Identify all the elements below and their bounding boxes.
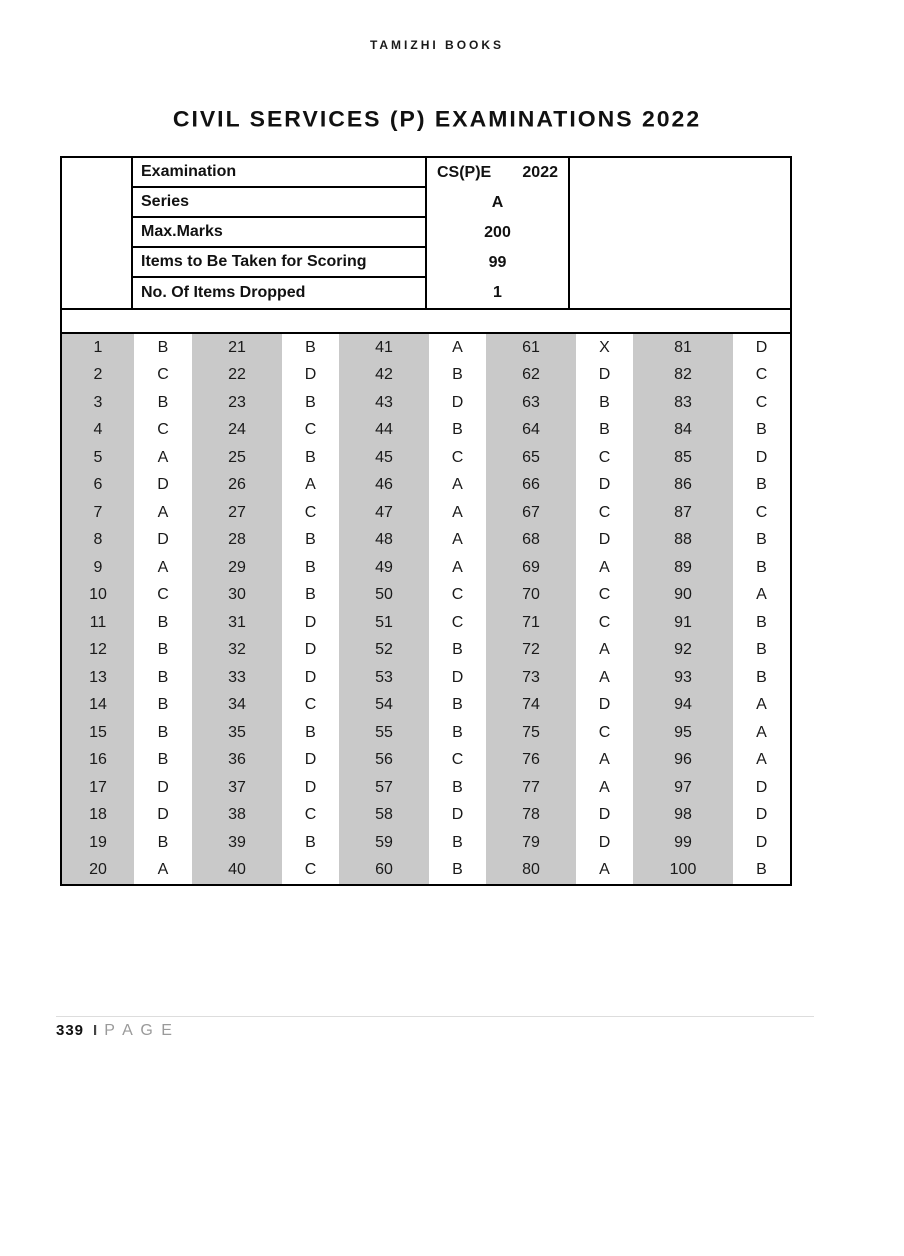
answer-number-cell-q83: 83 — [633, 389, 733, 417]
answer-number-cell-q63: 63 — [486, 389, 576, 417]
answer-grid — [62, 334, 790, 884]
answer-number-cell-q71: 71 — [486, 609, 576, 637]
answer-letter-cell-q72: A — [599, 641, 610, 659]
answer-number-cell-q15: 15 — [62, 719, 134, 747]
answer-letter-cell-q3: B — [157, 393, 169, 411]
answer-number-cell-q12: 12 — [62, 637, 134, 665]
answer-number-cell-q3: 3 — [62, 389, 134, 417]
empty-separator-row — [62, 308, 790, 334]
info-table-left-spacer-cell — [62, 158, 133, 308]
answer-number-cell-q21: 21 — [192, 334, 282, 362]
answer-letter-cell-q43: D — [451, 393, 464, 411]
answer-letter-cell-q27: C — [304, 503, 317, 521]
answer-number-cell-q64: 64 — [486, 417, 576, 445]
info-table-label-column — [133, 158, 425, 308]
answer-letter-cell-q82: C — [755, 366, 768, 384]
answer-number-cell-q35: 35 — [192, 719, 282, 747]
answer-number-cell-q60: 60 — [339, 857, 429, 885]
answer-letter-cell-q50: C — [451, 586, 464, 604]
answer-number-cell-q37: 37 — [192, 774, 282, 802]
answer-letter-cell-q32: D — [304, 641, 317, 659]
answer-number-cell-q33: 33 — [192, 664, 282, 692]
answer-letter-cell-q59: B — [452, 833, 463, 851]
answer-number-cell-q90: 90 — [633, 582, 733, 610]
answer-number-cell-q78: 78 — [486, 802, 576, 830]
answer-number-cell-q1: 1 — [62, 334, 134, 362]
answer-letter-cell-q6: D — [157, 476, 169, 494]
answer-letter-cell-q10: C — [157, 586, 169, 604]
info-label-items-scoring: Items to Be Taken for Scoring — [133, 248, 425, 278]
answer-letter-cell-q47: A — [452, 503, 463, 521]
answer-letter-cell-q5: A — [157, 448, 169, 466]
answer-number-cell-q62: 62 — [486, 362, 576, 390]
answer-number-cell-q10: 10 — [62, 582, 134, 610]
answer-letter-cell-q61: X — [599, 338, 610, 356]
answer-letter-cell-q30: B — [305, 586, 316, 604]
info-value-items-dropped: 1 — [493, 284, 502, 301]
answer-number-cell-q9: 9 — [62, 554, 134, 582]
answer-number-cell-q58: 58 — [339, 802, 429, 830]
answer-letter-cell-q89: B — [756, 558, 767, 576]
answer-letter-cell-q34: C — [304, 696, 317, 714]
answer-letter-cell-q68: D — [598, 531, 611, 549]
answer-letter-cell-q79: D — [598, 833, 611, 851]
answer-number-cell-q44: 44 — [339, 417, 429, 445]
answer-letter-cell-q20: A — [157, 861, 169, 879]
answer-letter-cell-q60: B — [452, 861, 463, 879]
answer-letter-cell-q19: B — [157, 833, 169, 851]
answer-number-cell-q49: 49 — [339, 554, 429, 582]
answer-number-cell-q30: 30 — [192, 582, 282, 610]
answer-letter-cell-q1: B — [157, 338, 169, 356]
answer-number-cell-q52: 52 — [339, 637, 429, 665]
answer-number-cell-q59: 59 — [339, 829, 429, 857]
answer-number-cell-q19: 19 — [62, 829, 134, 857]
answer-letter-cell-q58: D — [451, 806, 464, 824]
answer-number-cell-q95: 95 — [633, 719, 733, 747]
answer-letter-cell-q70: C — [598, 586, 611, 604]
info-value-series: A — [491, 194, 504, 211]
answer-number-cell-q47: 47 — [339, 499, 429, 527]
answer-letter-cell-q41: A — [452, 338, 463, 356]
answer-number-cell-q22: 22 — [192, 362, 282, 390]
answer-letter-cell-q80: A — [599, 861, 610, 879]
answer-number-cell-q54: 54 — [339, 692, 429, 720]
answer-letter-cell-q36: D — [304, 751, 317, 769]
page-number: 339 — [56, 1022, 85, 1039]
answer-letter-cell-q81: D — [755, 338, 768, 356]
answer-letter-cell-q87: C — [755, 503, 768, 521]
answer-number-cell-q28: 28 — [192, 527, 282, 555]
answer-number-cell-q48: 48 — [339, 527, 429, 555]
answer-letter-cell-q95: A — [756, 723, 767, 741]
answer-letter-cell-q35: B — [305, 723, 316, 741]
answer-number-cell-q20: 20 — [62, 857, 134, 885]
answer-letter-cell-q51: C — [451, 613, 464, 631]
answer-number-cell-q16: 16 — [62, 747, 134, 775]
answer-number-cell-q18: 18 — [62, 802, 134, 830]
answer-letter-cell-q98: D — [755, 806, 768, 824]
answer-letter-cell-q84: B — [756, 421, 767, 439]
answer-letter-cell-q22: D — [304, 366, 317, 384]
answer-number-cell-q72: 72 — [486, 637, 576, 665]
answer-number-cell-q92: 92 — [633, 637, 733, 665]
answer-number-cell-q50: 50 — [339, 582, 429, 610]
answer-number-cell-q34: 34 — [192, 692, 282, 720]
answer-letter-cell-q11: B — [157, 613, 169, 631]
answer-number-cell-q6: 6 — [62, 472, 134, 500]
answer-number-cell-q57: 57 — [339, 774, 429, 802]
brand-header: TAMIZHI BOOKS — [369, 38, 505, 52]
answer-number-cell-q42: 42 — [339, 362, 429, 390]
answer-number-cell-q82: 82 — [633, 362, 733, 390]
answer-letter-cell-q91: B — [756, 613, 767, 631]
answer-number-cell-q29: 29 — [192, 554, 282, 582]
answer-letter-cell-q29: B — [305, 558, 316, 576]
answer-number-cell-q7: 7 — [62, 499, 134, 527]
answer-letter-cell-q15: B — [157, 723, 169, 741]
footer-page-word: P A G E — [104, 1022, 174, 1039]
answer-number-cell-q70: 70 — [486, 582, 576, 610]
answer-letter-cell-q21: B — [305, 338, 316, 356]
answer-letter-cell-q52: B — [452, 641, 463, 659]
answer-number-cell-q66: 66 — [486, 472, 576, 500]
answer-letter-cell-q14: B — [157, 696, 169, 714]
answer-letter-cell-q39: B — [305, 833, 316, 851]
answer-letter-cell-q40: C — [304, 861, 317, 879]
answer-number-cell-q80: 80 — [486, 857, 576, 885]
answer-number-cell-q79: 79 — [486, 829, 576, 857]
answer-number-cell-q25: 25 — [192, 444, 282, 472]
answer-number-cell-q56: 56 — [339, 747, 429, 775]
info-table-value-column — [425, 158, 570, 308]
answer-letter-cell-q17: D — [157, 778, 169, 796]
answer-number-cell-q27: 27 — [192, 499, 282, 527]
answer-letter-cell-q71: C — [598, 613, 611, 631]
answer-number-cell-q46: 46 — [339, 472, 429, 500]
answer-letter-cell-q33: D — [304, 668, 317, 686]
exam-year: 2022 — [522, 164, 558, 181]
answer-letter-cell-q54: B — [452, 696, 463, 714]
answer-letter-cell-q75: C — [598, 723, 611, 741]
answer-letter-cell-q49: A — [452, 558, 463, 576]
answer-letter-cell-q26: A — [305, 476, 316, 494]
answer-number-cell-q94: 94 — [633, 692, 733, 720]
answer-number-cell-q77: 77 — [486, 774, 576, 802]
answer-letter-cell-q100: B — [756, 861, 767, 879]
answer-number-cell-q4: 4 — [62, 417, 134, 445]
answer-letter-cell-q88: B — [756, 531, 767, 549]
answer-letter-cell-q83: C — [755, 393, 768, 411]
answer-number-cell-q74: 74 — [486, 692, 576, 720]
answer-number-cell-q91: 91 — [633, 609, 733, 637]
answer-letter-cell-q56: C — [451, 751, 464, 769]
answer-letter-cell-q94: A — [756, 696, 767, 714]
answer-number-cell-q32: 32 — [192, 637, 282, 665]
answer-number-cell-q97: 97 — [633, 774, 733, 802]
answer-number-cell-q73: 73 — [486, 664, 576, 692]
info-table-right-spacer-cell — [570, 158, 790, 308]
answer-letter-cell-q78: D — [598, 806, 611, 824]
answer-letter-cell-q42: B — [452, 366, 463, 384]
answer-number-cell-q99: 99 — [633, 829, 733, 857]
answer-letter-cell-q57: B — [452, 778, 463, 796]
answer-number-cell-q23: 23 — [192, 389, 282, 417]
answer-letter-cell-q55: B — [452, 723, 463, 741]
answer-letter-cell-q74: D — [598, 696, 611, 714]
answer-number-cell-q93: 93 — [633, 664, 733, 692]
info-label-max-marks: Max.Marks — [133, 218, 425, 248]
answer-letter-cell-q31: D — [304, 613, 317, 631]
answer-letter-cell-q96: A — [756, 751, 767, 769]
answer-number-cell-q100: 100 — [633, 857, 733, 885]
answer-number-cell-q87: 87 — [633, 499, 733, 527]
answer-number-cell-q81: 81 — [633, 334, 733, 362]
answer-letter-cell-q62: D — [598, 366, 611, 384]
answer-letter-cell-q63: B — [599, 393, 610, 411]
answer-number-cell-q84: 84 — [633, 417, 733, 445]
answer-number-cell-q69: 69 — [486, 554, 576, 582]
answer-number-cell-q85: 85 — [633, 444, 733, 472]
answer-number-cell-q11: 11 — [62, 609, 134, 637]
answer-number-cell-q76: 76 — [486, 747, 576, 775]
answer-number-cell-q24: 24 — [192, 417, 282, 445]
answer-number-cell-q51: 51 — [339, 609, 429, 637]
answer-letter-cell-q48: A — [452, 531, 463, 549]
answer-number-cell-q36: 36 — [192, 747, 282, 775]
answer-letter-cell-q97: D — [755, 778, 768, 796]
answer-number-cell-q31: 31 — [192, 609, 282, 637]
answer-letter-cell-q64: B — [599, 421, 610, 439]
answer-letter-cell-q28: B — [305, 531, 316, 549]
info-label-items-dropped: No. Of Items Dropped — [141, 284, 306, 301]
answer-number-cell-q8: 8 — [62, 527, 134, 555]
answer-letter-cell-q73: A — [599, 668, 610, 686]
answer-letter-cell-q99: D — [755, 833, 768, 851]
answer-number-cell-q89: 89 — [633, 554, 733, 582]
answer-number-cell-q26: 26 — [192, 472, 282, 500]
answer-letter-cell-q38: C — [304, 806, 317, 824]
answer-letter-cell-q53: D — [451, 668, 464, 686]
exam-code: CS(P)E — [437, 164, 492, 181]
info-value-max-marks: 200 — [484, 224, 511, 241]
answer-number-cell-q41: 41 — [339, 334, 429, 362]
info-value-items-scoring: 99 — [488, 254, 507, 271]
answer-letter-cell-q37: D — [304, 778, 317, 796]
answer-letter-cell-q9: A — [157, 558, 169, 576]
answer-number-cell-q38: 38 — [192, 802, 282, 830]
answer-letter-cell-q13: B — [157, 668, 169, 686]
answer-number-cell-q53: 53 — [339, 664, 429, 692]
answer-letter-cell-q2: C — [157, 366, 169, 384]
answer-number-cell-q2: 2 — [62, 362, 134, 390]
page-footer — [56, 1016, 814, 1040]
answer-number-cell-q45: 45 — [339, 444, 429, 472]
answer-letter-cell-q23: B — [305, 393, 316, 411]
answer-letter-cell-q25: B — [305, 448, 316, 466]
answer-number-cell-q88: 88 — [633, 527, 733, 555]
answer-letter-cell-q24: C — [304, 421, 317, 439]
answer-number-cell-q14: 14 — [62, 692, 134, 720]
answer-letter-cell-q90: A — [756, 586, 767, 604]
answer-letter-cell-q18: D — [157, 806, 169, 824]
answer-letter-cell-q66: D — [598, 476, 611, 494]
answer-number-cell-q67: 67 — [486, 499, 576, 527]
answer-number-cell-q40: 40 — [192, 857, 282, 885]
answer-letter-cell-q8: D — [157, 531, 169, 549]
answer-number-cell-q5: 5 — [62, 444, 134, 472]
answer-number-cell-q68: 68 — [486, 527, 576, 555]
answer-letter-cell-q4: C — [157, 421, 169, 439]
answer-letter-cell-q16: B — [157, 751, 169, 769]
answer-number-cell-q13: 13 — [62, 664, 134, 692]
answer-letter-cell-q45: C — [451, 448, 464, 466]
answer-number-cell-q75: 75 — [486, 719, 576, 747]
answer-letter-cell-q76: A — [599, 751, 610, 769]
answer-letter-cell-q12: B — [157, 641, 169, 659]
answer-letter-cell-q65: C — [598, 448, 611, 466]
answer-number-cell-q98: 98 — [633, 802, 733, 830]
answer-number-cell-q86: 86 — [633, 472, 733, 500]
info-label-series: Series — [133, 188, 425, 218]
answer-number-cell-q61: 61 — [486, 334, 576, 362]
footer-text — [56, 1022, 814, 1040]
info-table — [62, 158, 790, 308]
answer-number-cell-q39: 39 — [192, 829, 282, 857]
answer-number-cell-q65: 65 — [486, 444, 576, 472]
answer-letter-cell-q67: C — [598, 503, 611, 521]
answer-letter-cell-q85: D — [755, 448, 768, 466]
answer-letter-cell-q77: A — [599, 778, 610, 796]
answer-letter-cell-q46: A — [452, 476, 463, 494]
answer-key-table — [60, 156, 792, 886]
answer-number-cell-q17: 17 — [62, 774, 134, 802]
info-value-examination — [427, 158, 568, 188]
info-label-examination: Examination — [133, 158, 425, 188]
answer-letter-cell-q86: B — [756, 476, 767, 494]
answer-letter-cell-q7: A — [157, 503, 169, 521]
answer-letter-cell-q69: A — [599, 558, 610, 576]
answer-letter-cell-q93: B — [756, 668, 767, 686]
footer-separator: I — [93, 1022, 98, 1039]
page-title: CIVIL SERVICES (P) EXAMINATIONS 2022 — [172, 106, 702, 132]
answer-number-cell-q43: 43 — [339, 389, 429, 417]
answer-letter-cell-q44: B — [452, 421, 463, 439]
answer-number-cell-q96: 96 — [633, 747, 733, 775]
answer-number-cell-q55: 55 — [339, 719, 429, 747]
answer-letter-cell-q92: B — [756, 641, 767, 659]
